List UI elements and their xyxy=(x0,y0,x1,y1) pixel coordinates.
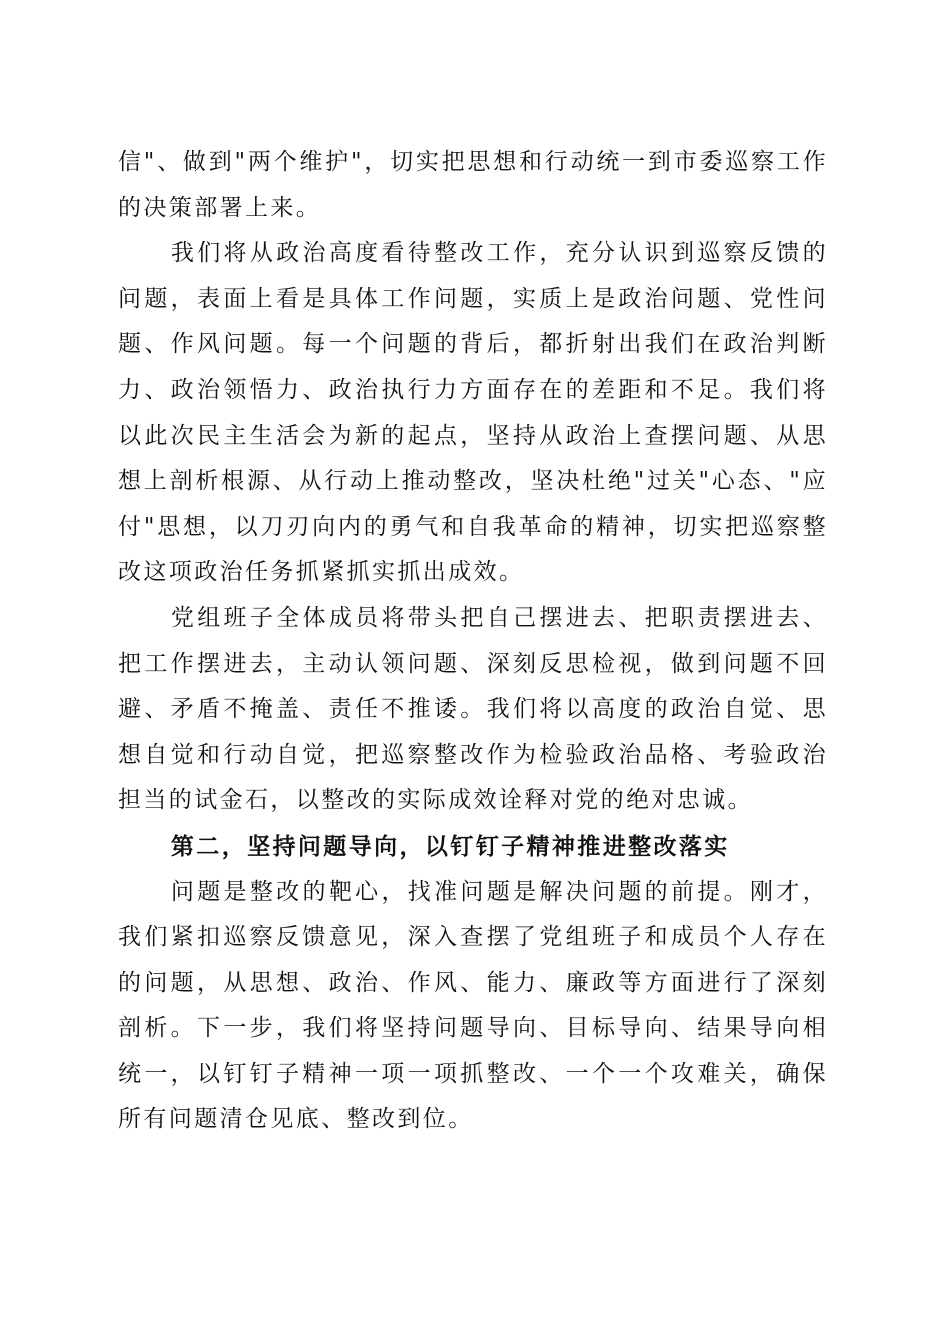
paragraph-problem-orientation: 问题是整改的靶心，找准问题是解决问题的前提。刚才，我们紧扣巡察反馈意见，深入查摆了党组班子和成员个人存在的问题，从思想、政治、作风、能力、廉政等方面进行了深刻剖析。下一步，我们将坚持问题导向、目标导向、结果导向相统一，以钉钉子精神一项一项抓整改、一个一个攻难关，确保所有问题清仓见底、整改到位。 xyxy=(118,878,828,1133)
paragraph-continuation: 信"、做到"两个维护"，切实把思想和行动统一到市委巡察工作的决策部署上来。 xyxy=(118,149,828,221)
document-body xyxy=(118,140,828,1143)
section-heading: 第二，坚持问题导向，以钉钉子精神推进整改落实 xyxy=(170,832,730,860)
paragraph-leadership-commitment: 党组班子全体成员将带头把自己摆进去、把职责摆进去、把工作摆进去，主动认领问题、深刻反思检视，做到问题不回避、矛盾不掩盖、责任不推诿。我们将以高度的政治自觉、思想自觉和行动自觉，把巡察整改作为检验政治品格、考验政治担当的试金石，以整改的实际成效诠释对党的绝对忠诚。 xyxy=(118,604,828,814)
paragraph-political-height: 我们将从政治高度看待整改工作，充分认识到巡察反馈的问题，表面上看是具体工作问题，实质上是政治问题、党性问题、作风问题。每一个问题的背后，都折射出我们在政治判断力、政治领悟力、政治执行力方面存在的差距和不足。我们将以此次民主生活会为新的起点，坚持从政治上查摆问题、从思想上剖析根源、从行动上推动整改，坚决杜绝"过关"心态、"应付"思想，以刀刃向内的勇气和自我革命的精神，切实把巡察整改这项政治任务抓紧抓实抓出成效。 xyxy=(118,240,828,586)
